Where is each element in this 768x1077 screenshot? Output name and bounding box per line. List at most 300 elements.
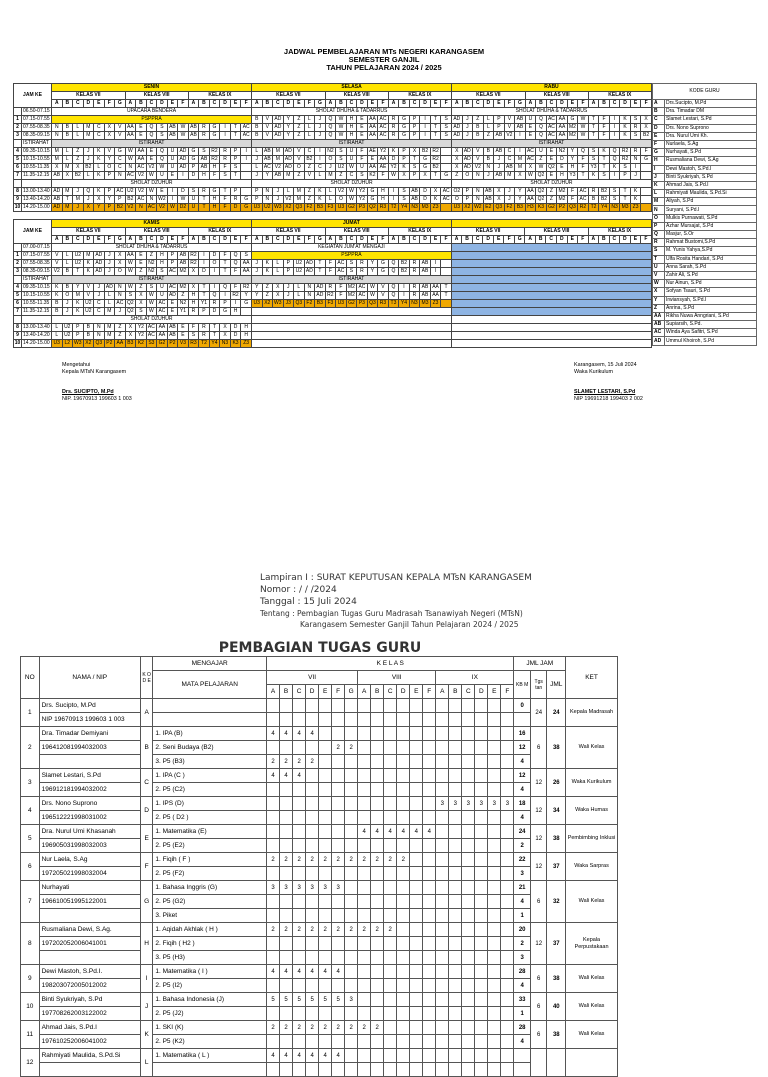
hours-cell xyxy=(410,937,423,951)
lesson-cell: C xyxy=(94,124,105,132)
period-number: 10 xyxy=(14,204,21,210)
lesson-cell: Q3 xyxy=(495,204,503,210)
teacher-name: Dewi Mastoh, S.Pd.I xyxy=(665,165,757,173)
ket-value: Kepala Perpustakaan xyxy=(566,923,618,965)
lesson-cell: Z xyxy=(294,172,305,180)
schedule-row xyxy=(14,300,652,308)
hours-cell xyxy=(436,853,449,867)
lesson-cell: J xyxy=(504,196,515,204)
hours-cell xyxy=(501,965,514,979)
hours-cell xyxy=(384,909,397,923)
lesson-cell: G xyxy=(220,308,231,316)
class-letter: F xyxy=(378,100,389,108)
lesson-cell: R2 xyxy=(241,284,252,292)
period-time: 14.20-15.00 xyxy=(23,204,50,210)
lesson-cell: T xyxy=(599,156,610,164)
lesson-cell: AC xyxy=(337,260,345,266)
lesson-cell: T xyxy=(230,172,241,180)
period-number: 10 xyxy=(14,340,21,346)
lesson-cell: S xyxy=(441,124,452,132)
lesson-cell: K xyxy=(388,148,399,156)
lesson-cell: U xyxy=(167,148,178,156)
hours-cell: 2 xyxy=(384,853,397,867)
lesson-cell xyxy=(441,300,452,308)
hours-cell xyxy=(332,909,345,923)
teacher-row xyxy=(21,965,618,979)
lesson-cell: L2 xyxy=(62,340,73,348)
signature-left xyxy=(62,362,132,403)
hours-cell: 4 xyxy=(293,769,306,783)
hours-cell xyxy=(397,993,410,1007)
day-header: SELASA xyxy=(252,84,452,92)
teacher-row xyxy=(21,979,618,993)
schedule-row xyxy=(14,116,652,124)
class-letter: B xyxy=(336,100,347,108)
lesson-cell: N xyxy=(473,188,484,196)
row-no: 6 xyxy=(21,853,40,881)
class-letter: A xyxy=(267,685,280,699)
hours-cell xyxy=(306,769,319,783)
hours-cell xyxy=(501,755,514,769)
teacher-code-row xyxy=(653,296,757,304)
lesson-cell: R xyxy=(199,332,210,340)
schedule-row xyxy=(14,340,652,348)
lesson-cell: V2 xyxy=(283,196,294,204)
lesson-cell: L xyxy=(325,196,336,204)
lesson-cell: AC xyxy=(116,188,124,194)
pembagian-tugas-table xyxy=(20,656,618,1077)
lesson-cell: E xyxy=(546,156,557,164)
lesson-cell: T xyxy=(315,268,326,276)
lesson-cell: T xyxy=(209,332,220,340)
lesson-cell: M2 xyxy=(569,132,576,138)
hours-cell: 3 xyxy=(462,797,475,811)
teacher-row xyxy=(21,1049,618,1063)
teacher-name: Winda Aya Safitri, S.Pd xyxy=(665,329,757,337)
lesson-cell: R xyxy=(409,284,420,292)
teacher-code: L xyxy=(653,190,665,198)
class-letter: D xyxy=(475,685,488,699)
hours-cell xyxy=(475,769,488,783)
lesson-cell: I xyxy=(399,292,410,300)
hours-cell xyxy=(449,1035,462,1049)
col-kode: K O D E xyxy=(140,657,152,699)
day-header: KAMIS xyxy=(52,220,252,228)
hours-cell xyxy=(423,699,436,713)
ket-value: Wali Kelas xyxy=(566,965,618,993)
tgs-value: 6 xyxy=(530,965,547,993)
lesson-cell: L xyxy=(62,156,73,164)
class-letter: F xyxy=(501,685,514,699)
lesson-cell: Q xyxy=(230,252,241,260)
kelas-header: KELAS VII xyxy=(52,92,126,100)
row-no: 12 xyxy=(21,1049,40,1077)
hours-cell xyxy=(358,909,371,923)
kelas-header: KELAS VII xyxy=(252,92,326,100)
lesson-cell: X xyxy=(52,164,63,172)
hours-cell xyxy=(306,867,319,881)
span-cell: SHOLAT DHUHA & TADARRUS xyxy=(252,108,452,116)
teacher-name: Rusmaliana Dewi, S.Ag xyxy=(665,157,757,165)
lesson-cell: X xyxy=(125,332,136,340)
hours-cell: 2 xyxy=(384,923,397,937)
schedule-row xyxy=(14,332,652,340)
lesson-cell: M xyxy=(62,188,73,196)
hours-cell xyxy=(436,839,449,853)
schedule-title xyxy=(0,48,768,72)
hours-cell xyxy=(462,769,475,783)
lesson-cell xyxy=(441,268,452,276)
lesson-cell: Y xyxy=(567,148,578,156)
period-time: 13.40-14.20 xyxy=(23,196,50,202)
lesson-cell: J xyxy=(252,172,263,180)
hours-cell: 4 xyxy=(319,965,332,979)
lesson-cell: I xyxy=(609,116,620,124)
hours-cell xyxy=(423,1049,436,1063)
hours-cell xyxy=(436,1007,449,1021)
teacher-code-row xyxy=(653,337,757,345)
sign-left-line1: Mengetahui xyxy=(62,362,91,368)
hours-cell: 3 xyxy=(332,881,345,895)
subject: 2. P5 (F2) xyxy=(153,867,267,881)
kbm-value: 4 xyxy=(514,979,531,993)
hours-cell xyxy=(449,881,462,895)
lesson-cell: AB xyxy=(190,124,197,130)
hours-cell xyxy=(345,1063,358,1077)
lesson-cell: X xyxy=(515,172,526,180)
hours-cell xyxy=(397,783,410,797)
hours-cell xyxy=(267,979,280,993)
teacher-name: Suryani, S.Pd.I xyxy=(665,206,757,214)
schedule-row xyxy=(14,260,652,268)
hours-cell xyxy=(501,699,514,713)
teacher-code: M xyxy=(653,198,665,206)
lesson-cell: M xyxy=(273,156,284,164)
hours-cell xyxy=(267,839,280,853)
hours-cell xyxy=(488,783,501,797)
lesson-cell: P xyxy=(462,196,473,204)
teacher-name: Drs. Sucipto, M.Pd xyxy=(39,699,140,713)
lesson-cell: K3 xyxy=(536,204,547,212)
hours-cell xyxy=(384,811,397,825)
lesson-cell: W2 xyxy=(474,204,482,210)
lesson-cell: R xyxy=(409,292,420,300)
lesson-cell: G xyxy=(241,196,252,204)
hours-cell xyxy=(358,811,371,825)
hours-cell xyxy=(319,1063,332,1077)
span-cell: SHOLAT DZUHUR xyxy=(252,180,452,188)
lesson-cell: P2 xyxy=(167,340,178,348)
lesson-cell: AC xyxy=(158,308,166,314)
class-letter: D xyxy=(157,100,168,108)
lesson-cell: P xyxy=(252,188,263,196)
lesson-cell: B xyxy=(473,132,484,140)
hours-cell xyxy=(319,811,332,825)
lesson-cell: T xyxy=(430,132,441,140)
class-letter: B xyxy=(535,236,546,244)
hours-cell xyxy=(306,699,319,713)
lesson-cell: H3 xyxy=(525,204,536,212)
span-cell xyxy=(252,316,452,324)
lesson-cell: AA xyxy=(116,340,124,346)
lesson-cell: U xyxy=(188,196,199,204)
hours-cell xyxy=(319,979,332,993)
lesson-cell xyxy=(441,204,452,212)
lesson-cell: R2 xyxy=(430,148,441,156)
teacher-code: D xyxy=(653,124,665,132)
teacher-name: Sofyan Tsauri, S.Pd xyxy=(665,288,757,296)
lesson-cell: AB xyxy=(495,148,503,154)
class-letter: G xyxy=(514,236,525,244)
hours-cell xyxy=(423,741,436,755)
class-letter: E xyxy=(630,236,641,244)
lesson-cell: AA xyxy=(158,324,166,330)
lesson-cell: Q xyxy=(325,116,336,124)
lesson-cell: T xyxy=(430,124,441,132)
lesson-cell: AB xyxy=(263,148,271,154)
teacher-code-row xyxy=(653,165,757,173)
hours-cell xyxy=(332,797,345,811)
day-header: SENIN xyxy=(52,84,252,92)
class-letter: F xyxy=(241,100,252,108)
lesson-cell: M xyxy=(52,148,63,156)
lesson-cell: AA xyxy=(558,116,566,122)
lesson-cell: F xyxy=(220,204,231,212)
hours-cell: 4 xyxy=(306,965,319,979)
lesson-cell: M xyxy=(73,196,84,204)
lesson-cell: Y4 xyxy=(209,340,220,348)
lesson-cell: C xyxy=(94,300,105,308)
teacher-name: Ahmad Jais, S.Pd.I xyxy=(665,181,757,189)
span-cell: SHOLAT DHUHA & TADARRUS xyxy=(452,108,652,116)
lesson-cell: H xyxy=(346,124,357,132)
sign-left-nip: NIP. 19670913 199603 1 003 xyxy=(62,396,132,402)
lesson-cell: C xyxy=(115,164,126,172)
lesson-cell: X2 xyxy=(83,340,94,348)
lesson-cell: G xyxy=(399,116,410,124)
lesson-cell xyxy=(641,188,652,196)
lesson-cell: L xyxy=(73,132,84,140)
period-time: ISTIRAHAT xyxy=(22,276,52,284)
lesson-cell: W xyxy=(157,164,168,172)
class-letter: B xyxy=(449,685,462,699)
lesson-cell: T xyxy=(588,124,599,132)
kelas-header: KELAS VII xyxy=(52,228,126,236)
lesson-cell: S xyxy=(441,116,452,124)
kelas-header: KELAS IX xyxy=(188,92,251,100)
lesson-cell xyxy=(441,260,452,268)
schedule-table-kamis-jumat xyxy=(13,219,651,348)
hours-cell: 2 xyxy=(319,923,332,937)
lesson-cell: T xyxy=(620,188,631,196)
lesson-cell: Y2 xyxy=(357,196,368,204)
hours-cell xyxy=(436,769,449,783)
lesson-cell: AA xyxy=(369,132,376,138)
lesson-cell: N xyxy=(473,196,484,204)
span-cell xyxy=(451,276,651,284)
hours-cell: 4 xyxy=(319,1049,332,1063)
lesson-cell: U3 xyxy=(336,204,347,212)
lesson-cell: V xyxy=(262,116,273,124)
lesson-cell: AD xyxy=(316,292,324,298)
lesson-cell: K xyxy=(430,196,441,204)
hours-cell: 2 xyxy=(332,853,345,867)
hours-cell xyxy=(384,895,397,909)
lesson-cell: E xyxy=(546,172,557,180)
schedule-table-senin-rabu xyxy=(13,83,651,212)
lesson-cell: M xyxy=(73,292,84,300)
hours-cell xyxy=(306,1035,319,1049)
lesson-cell: L xyxy=(483,124,494,132)
lesson-cell: AD xyxy=(179,148,187,154)
lesson-cell: AB xyxy=(179,252,187,258)
hours-cell xyxy=(397,965,410,979)
lesson-cell: U3 xyxy=(452,204,463,212)
lesson-cell: J xyxy=(73,204,84,212)
lesson-cell: R2 xyxy=(620,156,631,164)
lesson-cell: B2 xyxy=(83,164,94,172)
hours-cell xyxy=(306,979,319,993)
class-letter: A xyxy=(388,236,399,244)
lesson-cell: I xyxy=(388,196,399,204)
lesson-cell: P xyxy=(409,124,420,132)
lesson-cell: AB xyxy=(169,324,176,330)
hours-cell xyxy=(358,867,371,881)
kbm-value: 4 xyxy=(514,1035,531,1049)
lesson-cell: F2 xyxy=(304,300,315,308)
hours-cell xyxy=(332,951,345,965)
lesson-cell: D xyxy=(209,252,220,260)
hours-cell xyxy=(397,741,410,755)
class-letter: C xyxy=(409,100,420,108)
lesson-cell: B2 xyxy=(641,132,652,140)
class-letter: D xyxy=(306,685,319,699)
hours-cell xyxy=(371,993,384,1007)
period-number xyxy=(14,316,22,324)
lesson-cell: AD xyxy=(53,188,61,194)
teacher-name: Rusmaliana Dewi, S.Ag. xyxy=(39,923,140,937)
lesson-cell: M xyxy=(83,124,94,132)
teacher-name: Slamet Lestari, S.Pd xyxy=(665,116,757,124)
hours-cell xyxy=(267,909,280,923)
lesson-cell: B xyxy=(483,148,494,156)
span-cell xyxy=(451,308,651,316)
lesson-cell: P xyxy=(462,188,473,196)
lesson-cell: K xyxy=(94,148,105,156)
lesson-cell: M xyxy=(104,308,115,316)
lesson-cell: R xyxy=(199,132,210,140)
lesson-cell: Z xyxy=(115,332,126,340)
ket-value: Waka Humas xyxy=(566,797,618,825)
lesson-cell: R xyxy=(388,132,399,140)
teacher-code: U xyxy=(653,263,665,271)
class-letter: B xyxy=(262,100,273,108)
lesson-cell: I xyxy=(241,148,252,156)
lesson-cell: I xyxy=(430,268,441,276)
hours-cell: 2 xyxy=(345,923,358,937)
hours-cell xyxy=(371,1007,384,1021)
lesson-cell: J xyxy=(462,132,473,140)
lesson-cell: F xyxy=(567,188,578,196)
hours-cell xyxy=(436,895,449,909)
lesson-cell: G xyxy=(420,156,431,164)
hours-cell xyxy=(436,937,449,951)
hours-cell: 2 xyxy=(345,1021,358,1035)
schedule-row xyxy=(14,188,652,196)
teacher-row xyxy=(21,1063,618,1077)
lesson-cell: M xyxy=(515,164,526,172)
lesson-cell: P xyxy=(252,196,263,204)
hours-cell xyxy=(293,979,306,993)
lesson-cell: L xyxy=(83,172,94,180)
hours-cell xyxy=(397,755,410,769)
hours-cell xyxy=(488,811,501,825)
hours-cell xyxy=(319,783,332,797)
lesson-cell: X xyxy=(273,284,284,292)
period-time: 10.15-10.55 xyxy=(23,292,50,298)
teacher-row xyxy=(21,769,618,783)
lesson-cell: Q3 xyxy=(569,204,576,210)
teacher-row xyxy=(21,811,618,825)
period-number: 8 xyxy=(14,188,22,196)
hours-cell xyxy=(501,839,514,853)
hours-cell: 2 xyxy=(306,853,319,867)
lesson-cell: J xyxy=(283,284,294,292)
lesson-cell: Z xyxy=(136,284,147,292)
hours-cell xyxy=(384,699,397,713)
lesson-cell: I xyxy=(167,196,178,204)
hours-cell xyxy=(501,811,514,825)
lesson-cell: M3 xyxy=(621,204,629,210)
lesson-cell: K xyxy=(73,308,84,316)
hours-cell xyxy=(436,923,449,937)
class-letter: D xyxy=(420,236,431,244)
period-time: ISTIRAHAT xyxy=(22,140,52,148)
lesson-cell: Z xyxy=(262,284,273,292)
day-header xyxy=(451,220,651,228)
lesson-cell: E xyxy=(167,172,178,180)
class-letter: A xyxy=(188,236,199,244)
lesson-cell: H xyxy=(157,252,168,260)
lesson-cell: Z3 xyxy=(430,204,441,212)
hours-cell xyxy=(423,881,436,895)
teacher-code: C xyxy=(140,769,152,797)
lesson-cell: AB xyxy=(169,132,176,138)
lesson-cell: N xyxy=(630,156,641,164)
period-time: 14.20-15.00 xyxy=(23,340,50,346)
lesson-cell: B xyxy=(83,332,94,340)
kbm-value xyxy=(514,713,531,727)
class-letter: C xyxy=(384,685,397,699)
lesson-cell: AB xyxy=(200,156,208,162)
lesson-cell: F xyxy=(220,164,231,172)
lesson-cell: X xyxy=(83,204,94,212)
lesson-cell: K xyxy=(83,268,94,276)
teacher-name: Rikha Nuwa Anngriani, S.Pd xyxy=(665,312,757,320)
subject: 1. Matematika (E) xyxy=(153,825,267,839)
lesson-cell: AB xyxy=(495,132,503,138)
span-cell: SHOLAT DZUHUR xyxy=(52,180,252,188)
lesson-cell: T xyxy=(230,124,241,132)
lesson-cell: Z3 xyxy=(630,204,641,212)
lesson-cell: T2 xyxy=(199,340,210,348)
teacher-name: Nur Ainun, S.Pd xyxy=(665,280,757,288)
teacher-name: Anrina, S.Pd xyxy=(665,304,757,312)
hours-cell xyxy=(384,965,397,979)
teacher-code: K xyxy=(653,181,665,189)
lesson-cell: Y3 xyxy=(588,164,599,172)
hours-cell xyxy=(358,993,371,1007)
